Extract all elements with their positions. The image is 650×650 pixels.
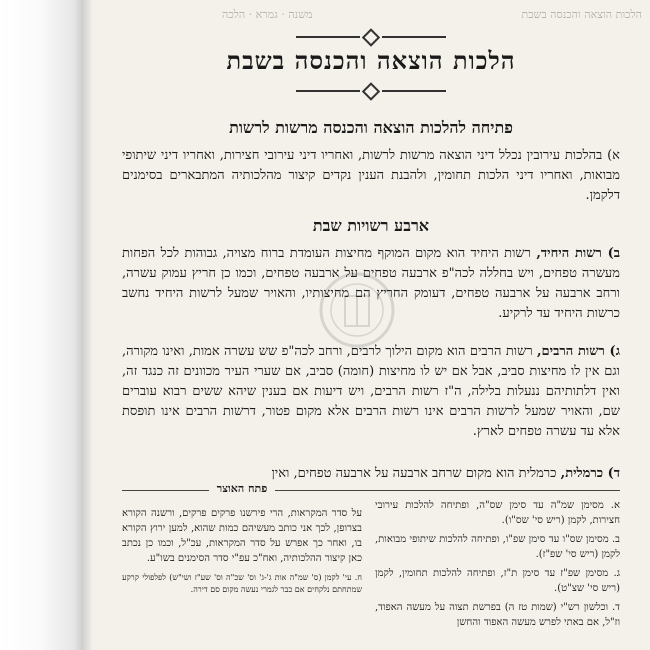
watermark-seal [317,270,397,350]
ornament-top [296,30,446,44]
paragraph-a: א) בהלכות עירובין נכלל דיני הוצאה מרשות לרשות, ואחריו דיני עירובי חצירות, ואחריו דיני שיתופי מבואות, ואחריו דיני הלכות תחומין, ולהבנת הענין נקדים קיצור מהלכותיה המתבארים בסימנים דלקמן. [122,148,620,203]
footnote-item: ב. מסימן שס"ו עד סימן שפ"ו, ופתיחה להלכות שיתופי מבואות, לקמן (ריש סי' שפ"ז). [375,534,620,560]
bleed-through-header [222,8,642,24]
paragraph-g-text: רשות הרבים הוא מקום הילוך לרבים, ורחב לכה"פ שש עשרה אמות, ואינו מקורה, וגם אין לו מחיצות סביב, אבל אם יש לו מחיצות (חומה) סביב, אם שערי העיר מכוונים זה כנגד זה, ואין דלתותיהם ננעלות בלילה, ה"ז רשות הרבים, ויש דיעות אם בענין שיהא ששים רבוא עוברים שם, והאויר שמעל לרשות הרבים אינו רשות הרבים אלא מקום פטור, דרשות הרבים אינו תופסת אלא עד עשרה טפחים לארץ. [122,344,620,439]
page-title: הלכות הוצאה והכנסה בשבת [226,46,516,75]
book-page [92,0,650,650]
footnote-left-small: ח. עי' לקמן (ס' שמ"ה אות ג'-ג' וס' שכ"ה וס' שע"ז ושי"ש) לפלפולי קרקע שמתחתם נלקחים אם כבר לגמרי נעשה מקום סם דירה. [122,573,362,594]
ornament-bottom [296,84,446,98]
bleed-left: הלכות הוצאה והכנסה בשבת [521,8,642,21]
bleed-right: משנה · גמרא · הלכה [222,8,313,21]
book-gutter [0,0,92,650]
footnote-item: ג. מסימן שפ"ז עד סימן ת"ז, ופתיחה להלכות תחומין, לקמן (ריש סי' שצ"ט). [375,568,620,594]
paragraph-b-text: רשות היחיד הוא מקום המוקף מחיצות העומדת ברוח מצויה, גבוהות לכל הפחות מעשרה טפחים, ויש בחללה לכה"פ ארבעה טפחים על ארבעה טפחים, וכמו כן חריץ עמוק עשרה, ורחב ארבעה על ארבעה טפחים, דעומק החריץ הם מחיצותיו, והאויר שמעל לרשות היחיד נחשב כרשות היחיד עד לרקיע. [122,246,620,321]
paragraph-d-text: כרמלית הוא מקום שרחב ארבעה על ארבעה טפחים, ואין [271,466,561,481]
footnote-item: א. מסימן שמ"ה עד סימן שס"ה, ופתיחה להלכות עירובי חצירות, לקמן (ריש סי' שס"ו). [375,500,620,526]
paragraph-d [122,464,620,484]
footnote-left-text: על סדר המקראות, הרי פירשנו פרקים פרקים, ורשנה הקורא בצרופן, לכך אני כותב מעשיהם כמות שהוא, למען ירוץ הקורא בו, ואחר כך אפרש על סדר המקראות, עכ"ל, וכמו כן נכתב כאן קיצור ההלכותיה, ואח"כ עפ"י סדר הסימנים בשו"ע. [122,508,362,564]
footnote-header: פתח האוצר [122,490,362,512]
paragraph-d-lead: ד) כרמלית, [560,466,620,481]
footnote-right-column [375,498,620,634]
footnote-left-column [122,506,362,596]
footnote-item: ד. וכלשון רש"י (שמות טז ה) בפרשת תצוה על מעשה האפוד, וז"ל, אם באתי לפרש מעשה האפוד והחשן [375,602,620,628]
section-title: פתיחה להלכות הוצאה והכנסה מרשות לרשות [229,118,513,137]
paragraph-b-lead: ב) רשות היחיד, [536,246,620,261]
subsection-title: ארבע רשויות שבת [312,216,430,235]
paragraph-g [122,342,620,442]
paragraph-g-lead: ג) רשות הרבים, [537,344,620,359]
